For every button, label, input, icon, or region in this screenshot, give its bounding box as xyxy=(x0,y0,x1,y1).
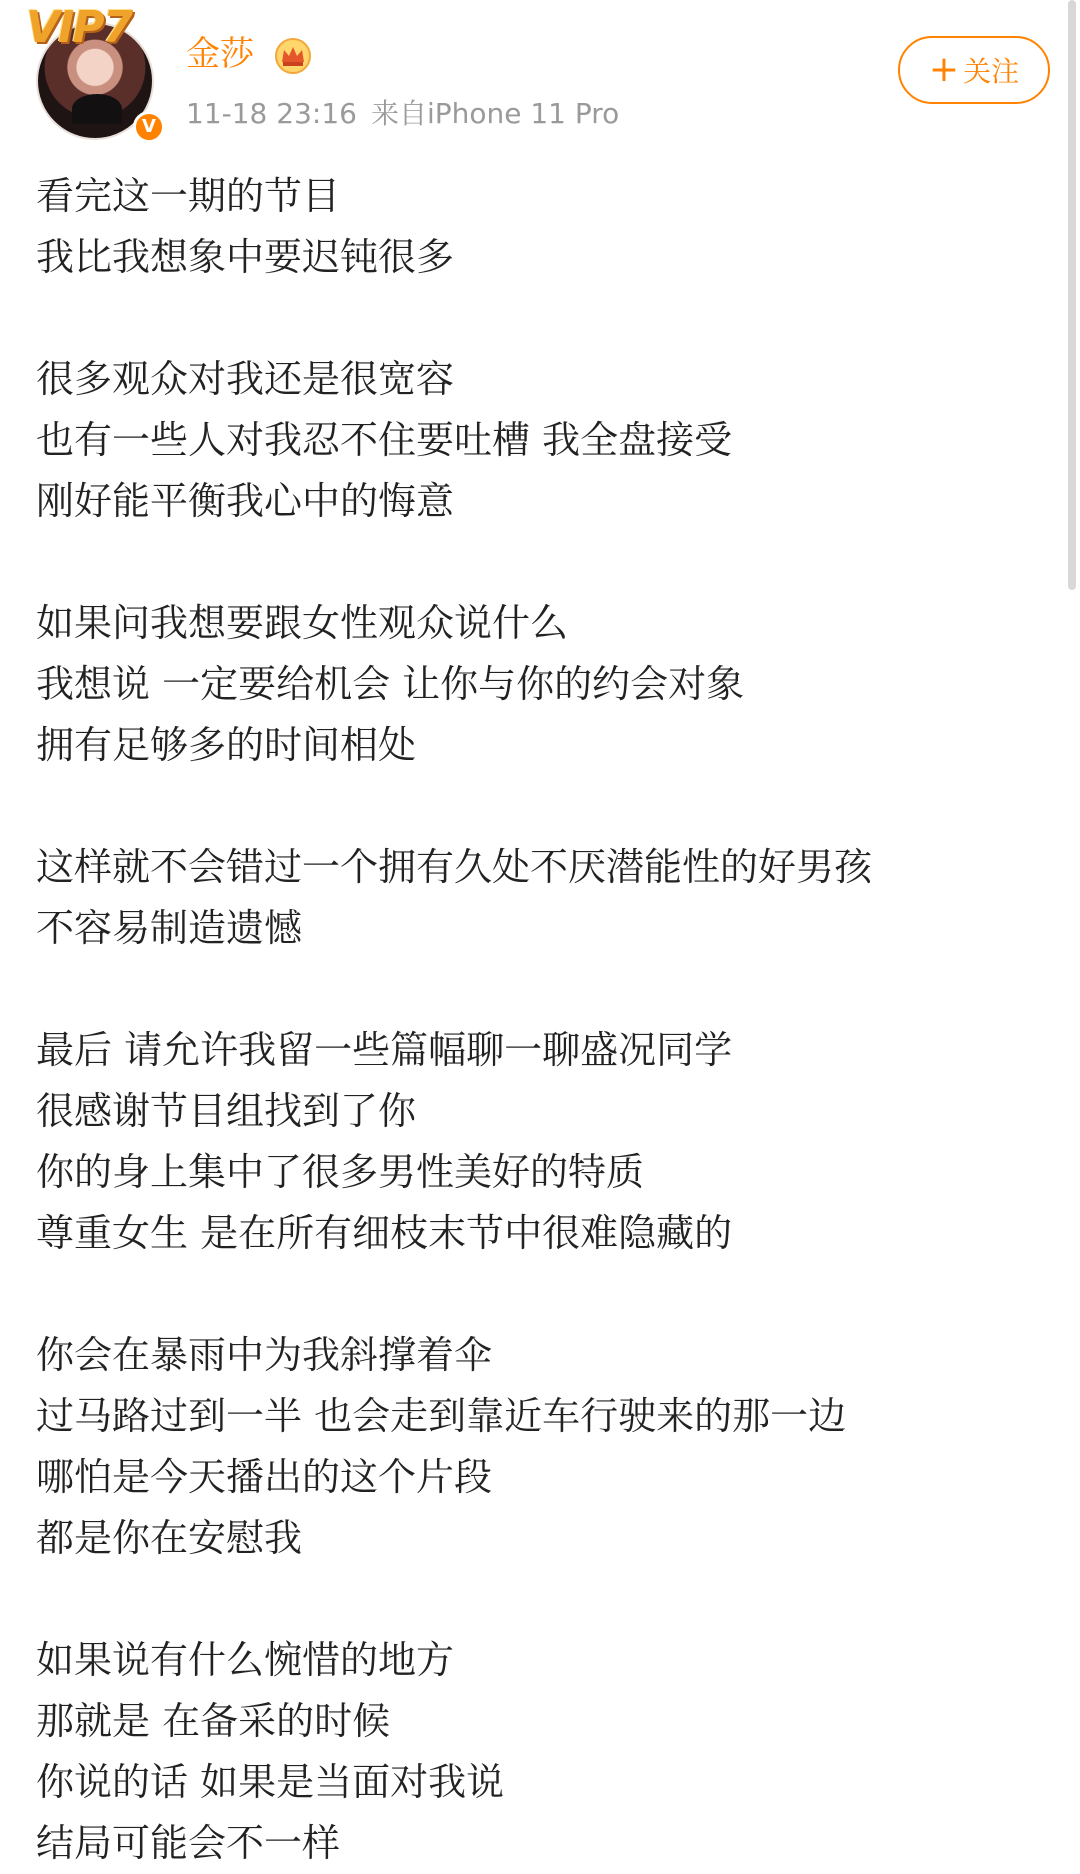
post-text-line: 哪怕是今天播出的这个片段 xyxy=(36,1455,493,1499)
follow-label: 关注 xyxy=(963,55,1020,88)
vip-label: VIP7 xyxy=(26,2,132,53)
vip-badge-icon xyxy=(26,2,156,60)
post-header xyxy=(0,0,1080,150)
post-text-line: 很感谢节目组找到了你 xyxy=(36,1089,417,1133)
post-paragraph-gap xyxy=(36,288,1036,349)
user-name[interactable]: 金莎 xyxy=(186,34,254,74)
post-text-line: 也有一些人对我忍不住要吐槽 我全盘接受 xyxy=(36,418,733,462)
post-text-line: 我比我想象中要迟钝很多 xyxy=(36,235,455,279)
post-meta xyxy=(186,96,619,132)
post-body xyxy=(36,166,1036,1874)
post-paragraph-gap xyxy=(36,532,1036,593)
post-text-line: 如果说有什么惋惜的地方 xyxy=(36,1638,455,1682)
post-text-line: 我想说 一定要给机会 让你与你的约会对象 xyxy=(36,662,745,706)
post-text-line: 那就是 在备采的时候 xyxy=(36,1699,391,1743)
post-text-line: 你说的话 如果是当面对我说 xyxy=(36,1760,505,1804)
post-paragraph-gap xyxy=(36,1264,1036,1325)
post-source: 来自iPhone 11 Pro xyxy=(370,97,620,130)
post-paragraph-gap xyxy=(36,959,1036,1020)
post-text-line: 都是你在安慰我 xyxy=(36,1516,303,1560)
post-text-line: 看完这一期的节目 xyxy=(36,174,341,218)
post-paragraph-gap xyxy=(36,776,1036,837)
post-time: 11-18 23:16 xyxy=(186,97,357,130)
post-text-line: 这样就不会错过一个拥有久处不厌潜能性的好男孩 xyxy=(36,845,873,889)
post-text-line: 刚好能平衡我心中的悔意 xyxy=(36,479,455,523)
post-text-line: 你会在暴雨中为我斜撑着伞 xyxy=(36,1333,493,1377)
post-text-line: 拥有足够多的时间相处 xyxy=(36,723,417,767)
verified-icon: V xyxy=(133,111,165,143)
plus-icon: + xyxy=(928,49,960,90)
post-text-line: 最后 请允许我留一些篇幅聊一聊盛况同学 xyxy=(36,1028,733,1072)
post-text-line: 如果问我想要跟女性观众说什么 xyxy=(36,601,569,645)
post-text-line: 过马路过到一半 也会走到靠近车行驶来的那一边 xyxy=(36,1394,847,1438)
follow-button[interactable] xyxy=(898,36,1050,104)
post-text-line: 结局可能会不一样 xyxy=(36,1821,341,1865)
post-text-line: 不容易制造遗憾 xyxy=(36,906,303,950)
post-text-line: 尊重女生 是在所有细枝末节中很难隐藏的 xyxy=(36,1211,733,1255)
post-text-line: 你的身上集中了很多男性美好的特质 xyxy=(36,1150,645,1194)
post-text-line: 很多观众对我还是很宽容 xyxy=(36,357,455,401)
crown-icon xyxy=(274,38,312,74)
scrollbar[interactable] xyxy=(1068,0,1076,590)
post-paragraph-gap xyxy=(36,1569,1036,1630)
